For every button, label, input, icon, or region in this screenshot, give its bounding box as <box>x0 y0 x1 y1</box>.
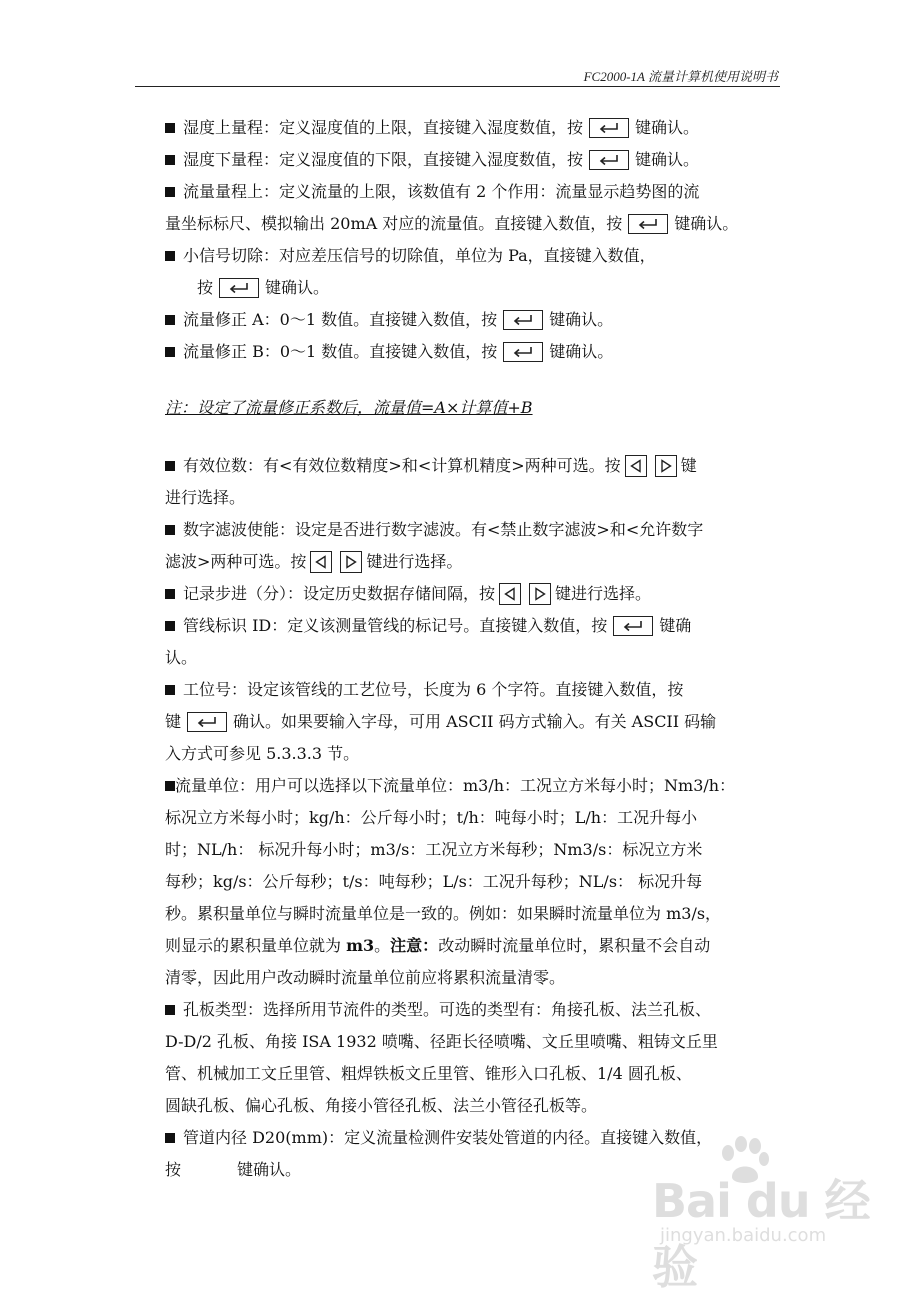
right-arrow-key-icon <box>340 551 362 573</box>
item-orifice-type: 孔板类型：选择所用节流件的类型。可选的类型有：角接孔板、法兰孔板、 D-D/2 孔板、角接 ISA 1932 喷嘴、径距长径喷嘴、文丘里喷嘴、粗铸文丘里 管、机械加工文丘里管、粗焊铁板文丘里管、锥形入口孔板、1/4 圆孔板、 圆缺孔板、偏心孔板、角接小管径孔板、法兰小管径孔板等。 <box>165 1000 718 1115</box>
item-station-number: 工位号：设定该管线的工艺位号，长度为 6 个字符。直接键入数值，按 键 确认。如果要输入字母，可用 ASCII 码方式输入。有关 ASCII 码输 入方式可参见 5.3.3.3 节。 <box>165 680 717 763</box>
left-arrow-key-icon <box>499 583 521 605</box>
baidu-jingyan-logo: Bai du 经验 <box>652 1174 870 1294</box>
left-arrow-key-icon <box>310 551 332 573</box>
bullet-square-icon <box>165 461 175 471</box>
correction-note: 注：设定了流量修正系数后，流量值=A×计算值+B <box>165 398 533 417</box>
bullet-square-icon <box>165 685 175 695</box>
bullet-square-icon <box>165 123 175 133</box>
bullet-square-icon <box>165 1133 175 1143</box>
item-flow-unit: 流量单位：用户可以选择以下流量单位：m3/h：工况立方米每小时；Nm3/h： 标况立方米每小时；kg/h：公斤每小时；t/h：吨每小时；L/h：工况升每小 时；NL/h： 标况升每小时；m3/s：工况立方米每秒；Nm3/s：标况立方米 每秒；kg/s：公斤每秒；t/s：吨每秒；L/s：工况升每秒；NL/s： 标况升每 秒。累积量单位与瞬时流量单位是一致的。例如：如果瞬时流量单位为 m3/s， 则显示的累积量单位就为 m3。注意：改动瞬时流量单位时，累积量不会自动 清零，因此用户改动瞬时流量单位前应将累积流量清零。 <box>165 776 736 987</box>
bullet-square-icon <box>165 347 175 357</box>
right-arrow-key-icon <box>655 455 677 477</box>
enter-key-icon <box>187 712 227 732</box>
baidu-jingyan-watermark <box>640 1135 880 1294</box>
bullet-square-icon <box>165 187 175 197</box>
bullet-square-icon <box>165 155 175 165</box>
right-arrow-key-icon <box>529 583 551 605</box>
page-header <box>135 66 780 87</box>
enter-key-icon <box>219 278 259 298</box>
bullet-square-icon <box>165 315 175 325</box>
item-record-step: 记录步进（分）：设定历史数据存储间隔，按 键进行选择。 <box>165 578 777 610</box>
header-title: FC2000-1A 流量计算机使用说明书 <box>583 69 778 84</box>
item-pipe-diameter: 管道内径 D20(mm)：定义流量检测件安装处管道的内径。直接键入数值， 按 键确认。 <box>165 1128 713 1179</box>
item-small-signal-cutoff: 小信号切除：对应差压信号的切除值，单位为 Pa，直接键入数值， 按 键确认。 <box>165 240 777 304</box>
item-significant-digits: 有效位数：有<有效位数精度>和<计算机精度>两种可选。按 键 进行选择。 <box>165 456 697 507</box>
bullet-square-icon <box>165 621 175 631</box>
bullet-square-icon <box>165 589 175 599</box>
item-digital-filter: 数字滤波使能：设定是否进行数字滤波。有<禁止数字滤波>和<允许数字 滤波>两种可选。按 键进行选择。 <box>165 520 704 571</box>
bullet-square-icon <box>165 781 175 791</box>
item-correction-b: 流量修正 B：0～1 数值。直接键入数值，按 键确认。 <box>165 336 777 368</box>
bullet-square-icon <box>165 525 175 535</box>
left-arrow-key-icon <box>625 455 647 477</box>
enter-key-icon <box>628 214 668 234</box>
item-humidity-upper: 湿度上量程：定义湿度值的上限，直接键入湿度数值，按 键确认。 <box>165 112 777 144</box>
watermark-url: jingyan.baidu.com <box>660 1225 827 1246</box>
item-correction-a: 流量修正 A：0～1 数值。直接键入数值，按 键确认。 <box>165 304 777 336</box>
item-flow-range: 流量量程上：定义流量的上限，该数值有 2 个作用：流量显示趋势图的流 量坐标标尺、模拟输出 20mA 对应的流量值。直接键入数值，按 键确认。 <box>165 182 739 233</box>
enter-key-icon <box>503 310 543 330</box>
enter-key-icon <box>589 118 629 138</box>
enter-key-icon <box>613 616 653 636</box>
bullet-square-icon <box>165 1005 175 1015</box>
document-body <box>165 112 777 1186</box>
item-pipe-id: 管线标识 ID：定义该测量管线的标记号。直接键入数值，按 键确 认。 <box>165 616 692 667</box>
enter-key-icon <box>589 150 629 170</box>
enter-key-icon <box>503 342 543 362</box>
item-humidity-lower: 湿度下量程：定义湿度值的下限，直接键入湿度数值，按 键确认。 <box>165 144 777 176</box>
bullet-square-icon <box>165 251 175 261</box>
